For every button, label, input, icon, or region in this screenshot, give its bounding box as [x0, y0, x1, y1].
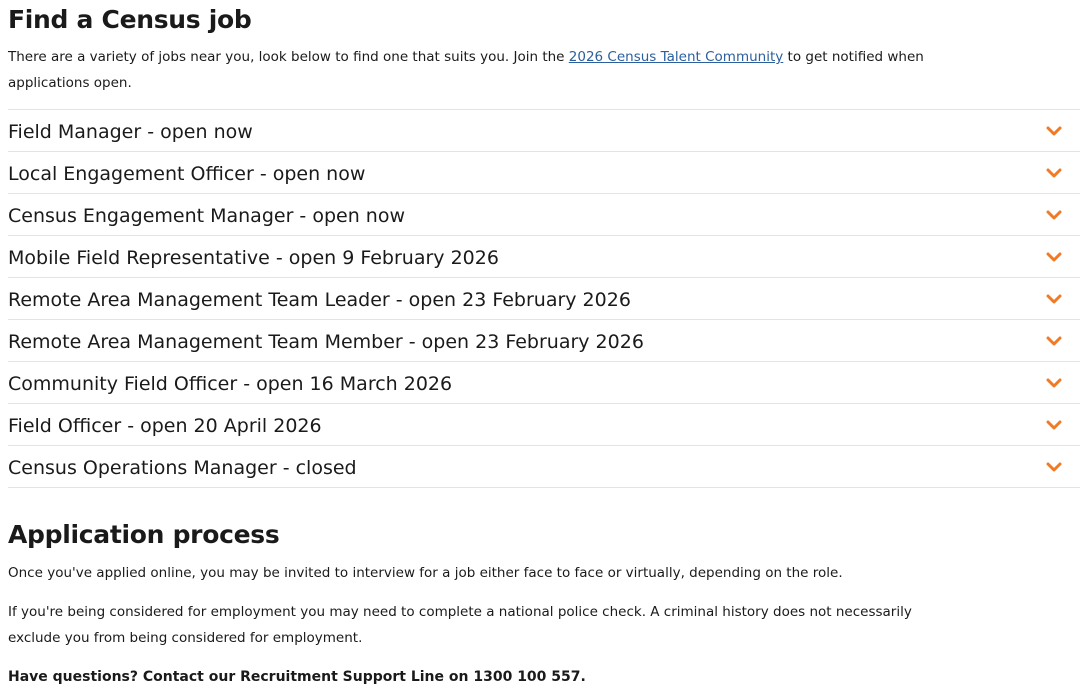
accordion-item-field-officer[interactable] [8, 404, 1080, 446]
accordion-item-census-operations-manager[interactable] [8, 446, 1080, 488]
accordion-item-label: Local Engagement Officer - open now [8, 162, 366, 185]
accordion-item-label: Field Officer - open 20 April 2026 [8, 414, 322, 437]
accordion-item-local-engagement-officer[interactable] [8, 152, 1080, 194]
chevron-down-icon[interactable] [1044, 163, 1064, 183]
accordion-item-field-manager[interactable] [8, 110, 1080, 152]
accordion-item-label: Community Field Officer - open 16 March 2026 [8, 372, 453, 395]
accordion-item-label: Census Engagement Manager - open now [8, 204, 405, 227]
chevron-down-icon[interactable] [1044, 457, 1064, 477]
accordion-item-mobile-field-representative[interactable] [8, 236, 1080, 278]
accordion-item-label: Remote Area Management Team Leader - open 23 February 2026 [8, 288, 631, 311]
accordion-item-community-field-officer[interactable] [8, 362, 1080, 404]
chevron-down-icon[interactable] [1044, 205, 1064, 225]
jobs-intro [8, 44, 948, 96]
accordion-item-label: Mobile Field Representative - open 9 February 2026 [8, 246, 499, 269]
chevron-down-icon[interactable] [1044, 331, 1064, 351]
chevron-down-icon[interactable] [1044, 247, 1064, 267]
accordion-item-label: Remote Area Management Team Member - open 23 February 2026 [8, 330, 644, 353]
accordion-item-remote-area-team-leader[interactable] [8, 278, 1080, 320]
process-paragraph-police-check: If you're being considered for employment you may need to complete a national police check. A criminal history does not necessarily exclude you from being considered for employment. [8, 604, 912, 646]
accordion-item-label: Census Operations Manager - closed [8, 456, 357, 479]
chevron-down-icon[interactable] [1044, 121, 1064, 141]
jobs-heading: Find a Census job [8, 5, 252, 34]
jobs-accordion [8, 109, 1080, 488]
process-paragraph-interview: Once you've applied online, you may be invited to interview for a job either face to face or virtually, depending on the role. [8, 565, 843, 581]
chevron-down-icon[interactable] [1044, 289, 1064, 309]
accordion-item-remote-area-team-member[interactable] [8, 320, 1080, 362]
chevron-down-icon[interactable] [1044, 415, 1064, 435]
accordion-item-census-engagement-manager[interactable] [8, 194, 1080, 236]
application-process-heading: Application process [8, 520, 280, 549]
support-line-text: Have questions? Contact our Recruitment Support Line on 1300 100 557. [8, 669, 586, 685]
intro-text-before: There are a variety of jobs near you, look below to find one that suits you. Join the [8, 49, 569, 65]
chevron-down-icon[interactable] [1044, 373, 1064, 393]
accordion-item-label: Field Manager - open now [8, 120, 253, 143]
talent-community-link[interactable]: 2026 Census Talent Community [568, 49, 784, 65]
intro-text-after: to get notified when applications open. [8, 49, 924, 91]
